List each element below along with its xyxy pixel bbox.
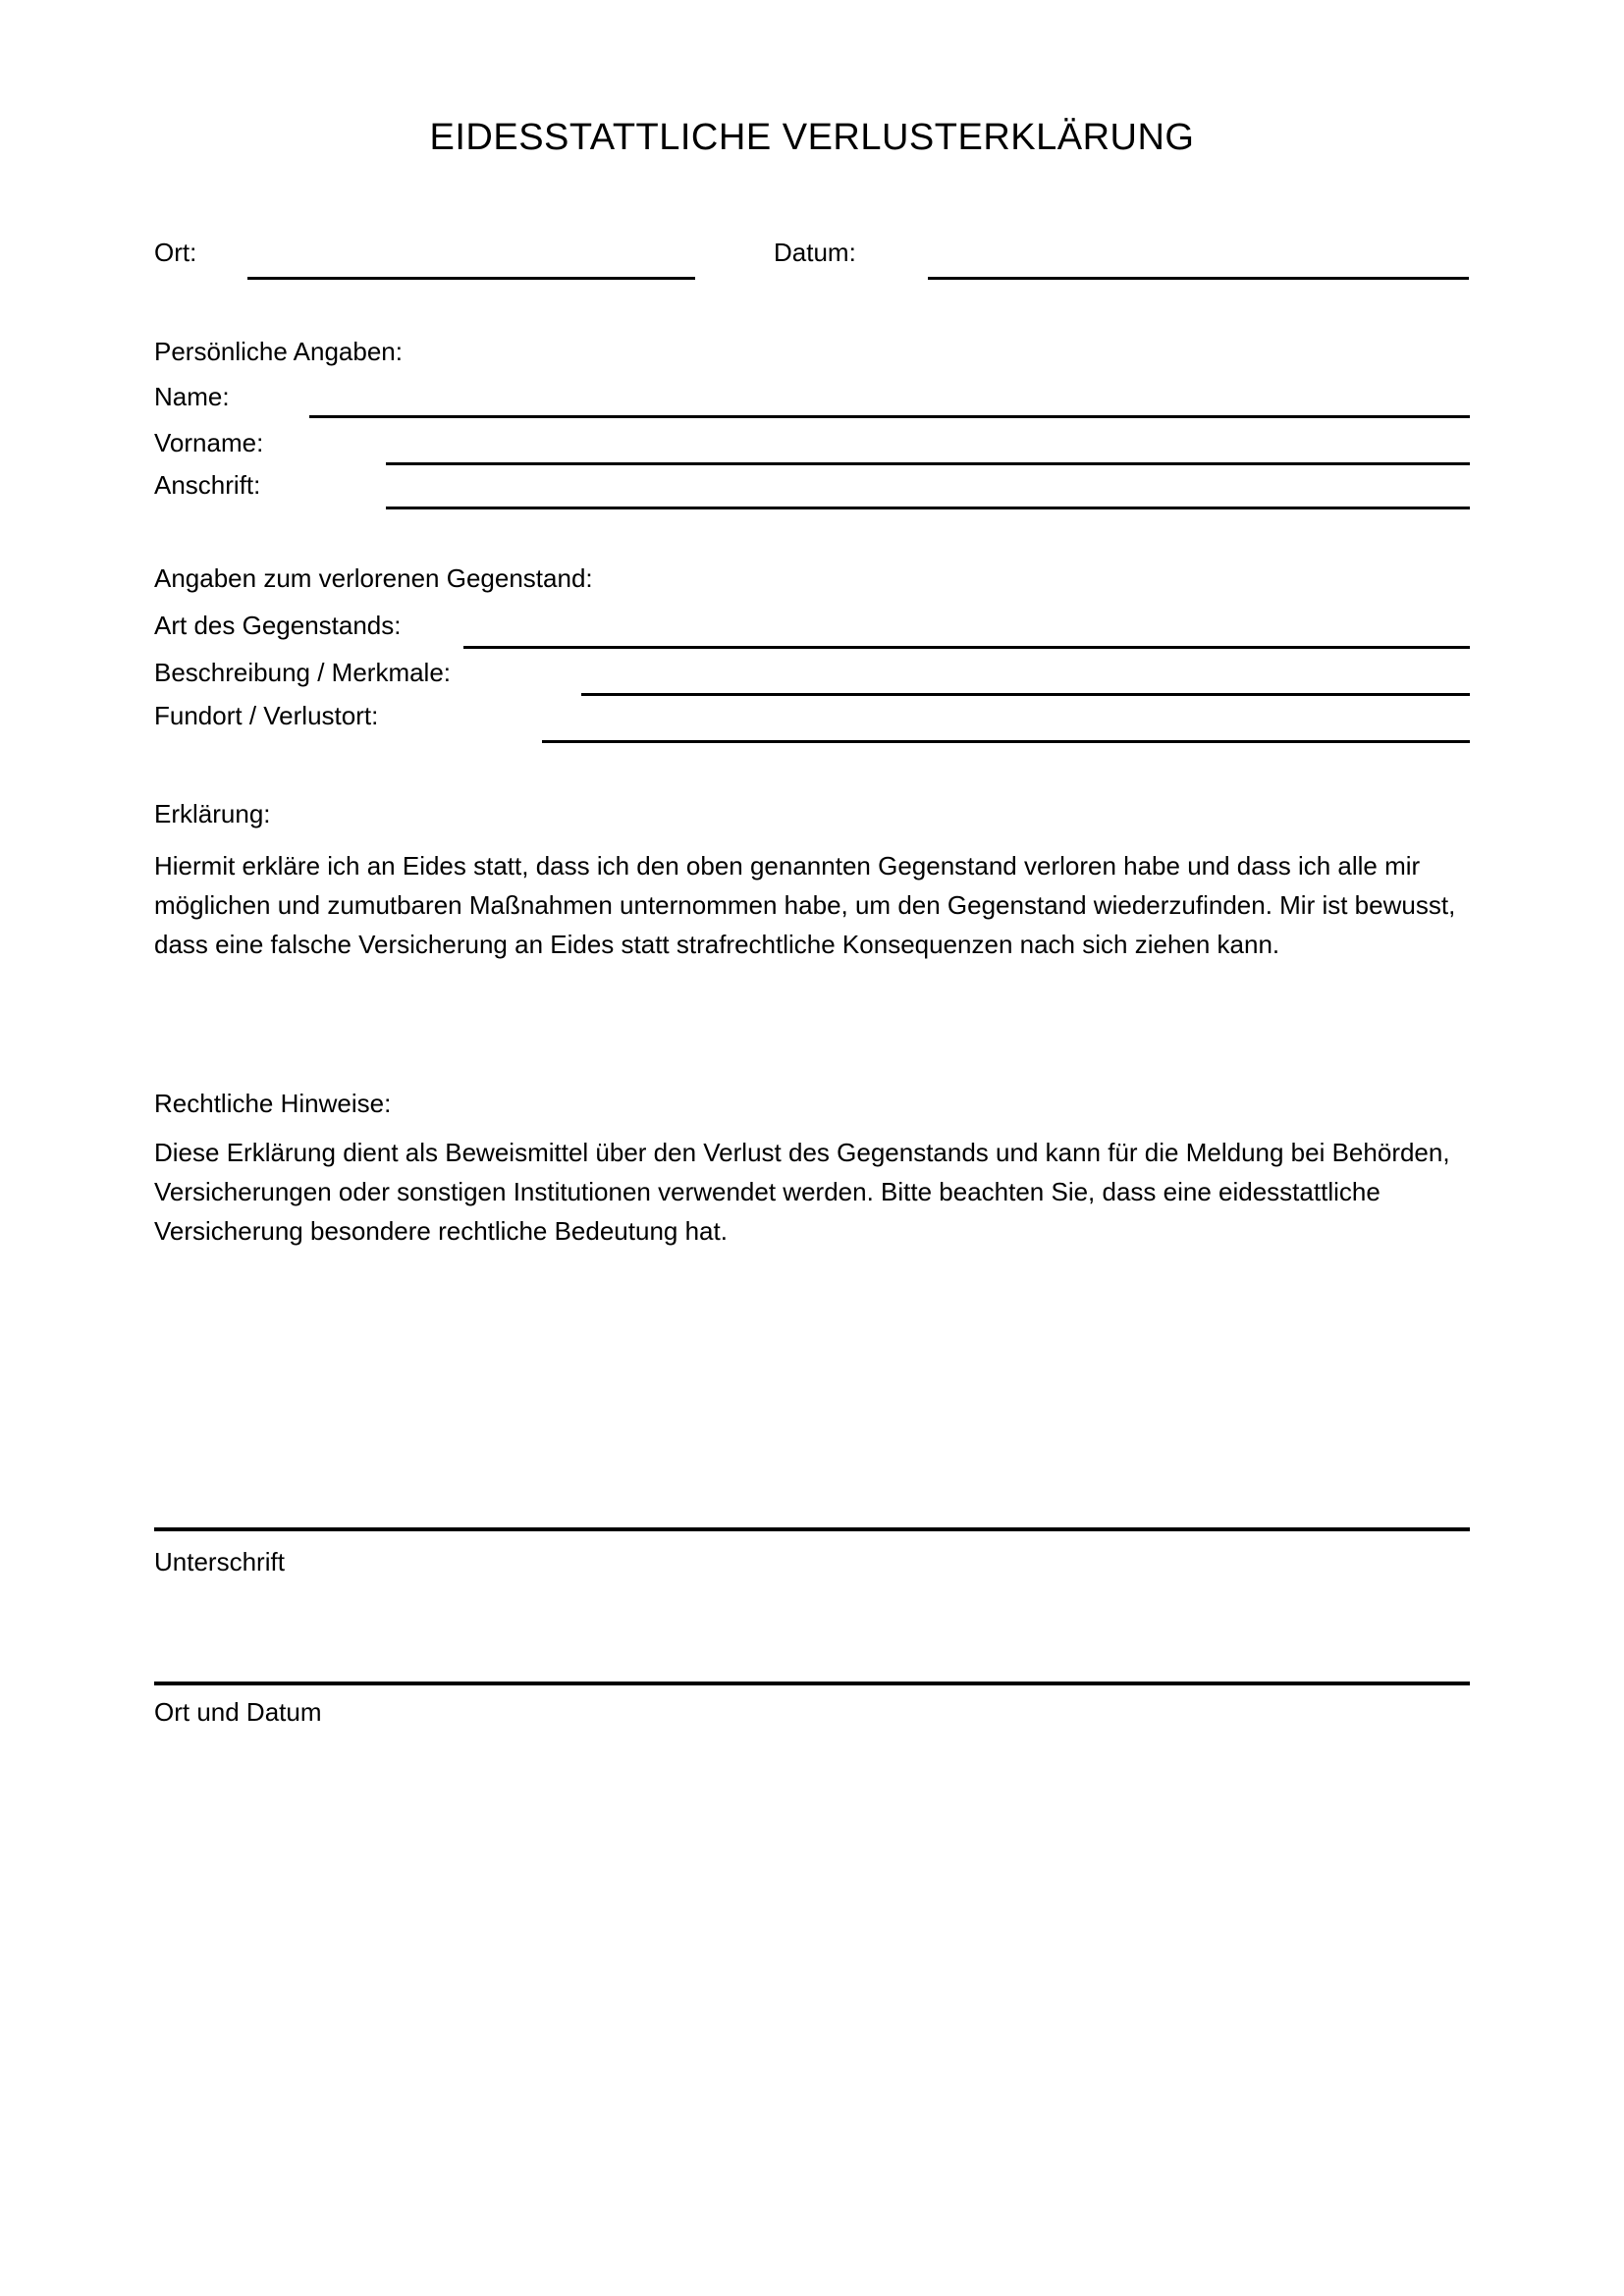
signature-label: Unterschrift bbox=[154, 1547, 285, 1576]
art-des-gegenstands-input-line[interactable] bbox=[463, 613, 1470, 649]
ort-label: Ort: bbox=[154, 238, 197, 267]
page-title: EIDESSTATTLICHE VERLUSTERKLÄRUNG bbox=[429, 117, 1195, 158]
vorname-input-line[interactable] bbox=[386, 429, 1470, 465]
place-date-label: Ort und Datum bbox=[154, 1697, 322, 1727]
vorname-label: Vorname: bbox=[154, 428, 264, 457]
legal-notes-text: Diese Erklärung dient als Beweismittel über den Verlust des Gegenstands und kann für die Meldung bei Behörden, Versicherungen oder sonstigen Institutionen verwendet werden. Bitte beachten Sie, dass eine eidesstattliche Versicherung besondere rechtliche Bedeutung hat. bbox=[154, 1138, 1450, 1246]
beschreibung-input-line[interactable] bbox=[581, 660, 1470, 696]
name-input-line[interactable] bbox=[309, 382, 1470, 418]
ort-input-line[interactable] bbox=[247, 243, 695, 280]
legal-notes-heading: Rechtliche Hinweise: bbox=[154, 1089, 392, 1118]
datum-input-line[interactable] bbox=[928, 243, 1469, 280]
signature-line[interactable] bbox=[154, 1527, 1470, 1531]
personal-section-heading: Persönliche Angaben: bbox=[154, 337, 403, 366]
declaration-heading: Erklärung: bbox=[154, 799, 271, 828]
fundort-input-line[interactable] bbox=[542, 707, 1470, 743]
item-section-heading: Angaben zum verlorenen Gegenstand: bbox=[154, 563, 593, 593]
beschreibung-label: Beschreibung / Merkmale: bbox=[154, 658, 452, 687]
fundort-label: Fundort / Verlustort: bbox=[154, 701, 379, 730]
anschrift-input-line[interactable] bbox=[386, 473, 1470, 509]
datum-label: Datum: bbox=[774, 238, 856, 267]
name-label: Name: bbox=[154, 382, 230, 411]
art-des-gegenstands-label: Art des Gegenstands: bbox=[154, 611, 402, 640]
anschrift-label: Anschrift: bbox=[154, 470, 261, 500]
place-date-line[interactable] bbox=[154, 1682, 1470, 1685]
declaration-text: Hiermit erkläre ich an Eides statt, dass ich den oben genannten Gegenstand verloren habe und dass ich alle mir möglichen und zumutbaren Maßnahmen unternommen habe, um den Gegenstand wiederzufinden. Mir ist bewusst, dass eine falsche Versicherung an Eides statt strafrechtliche Konsequenzen nach sich ziehen kann. bbox=[154, 851, 1456, 959]
